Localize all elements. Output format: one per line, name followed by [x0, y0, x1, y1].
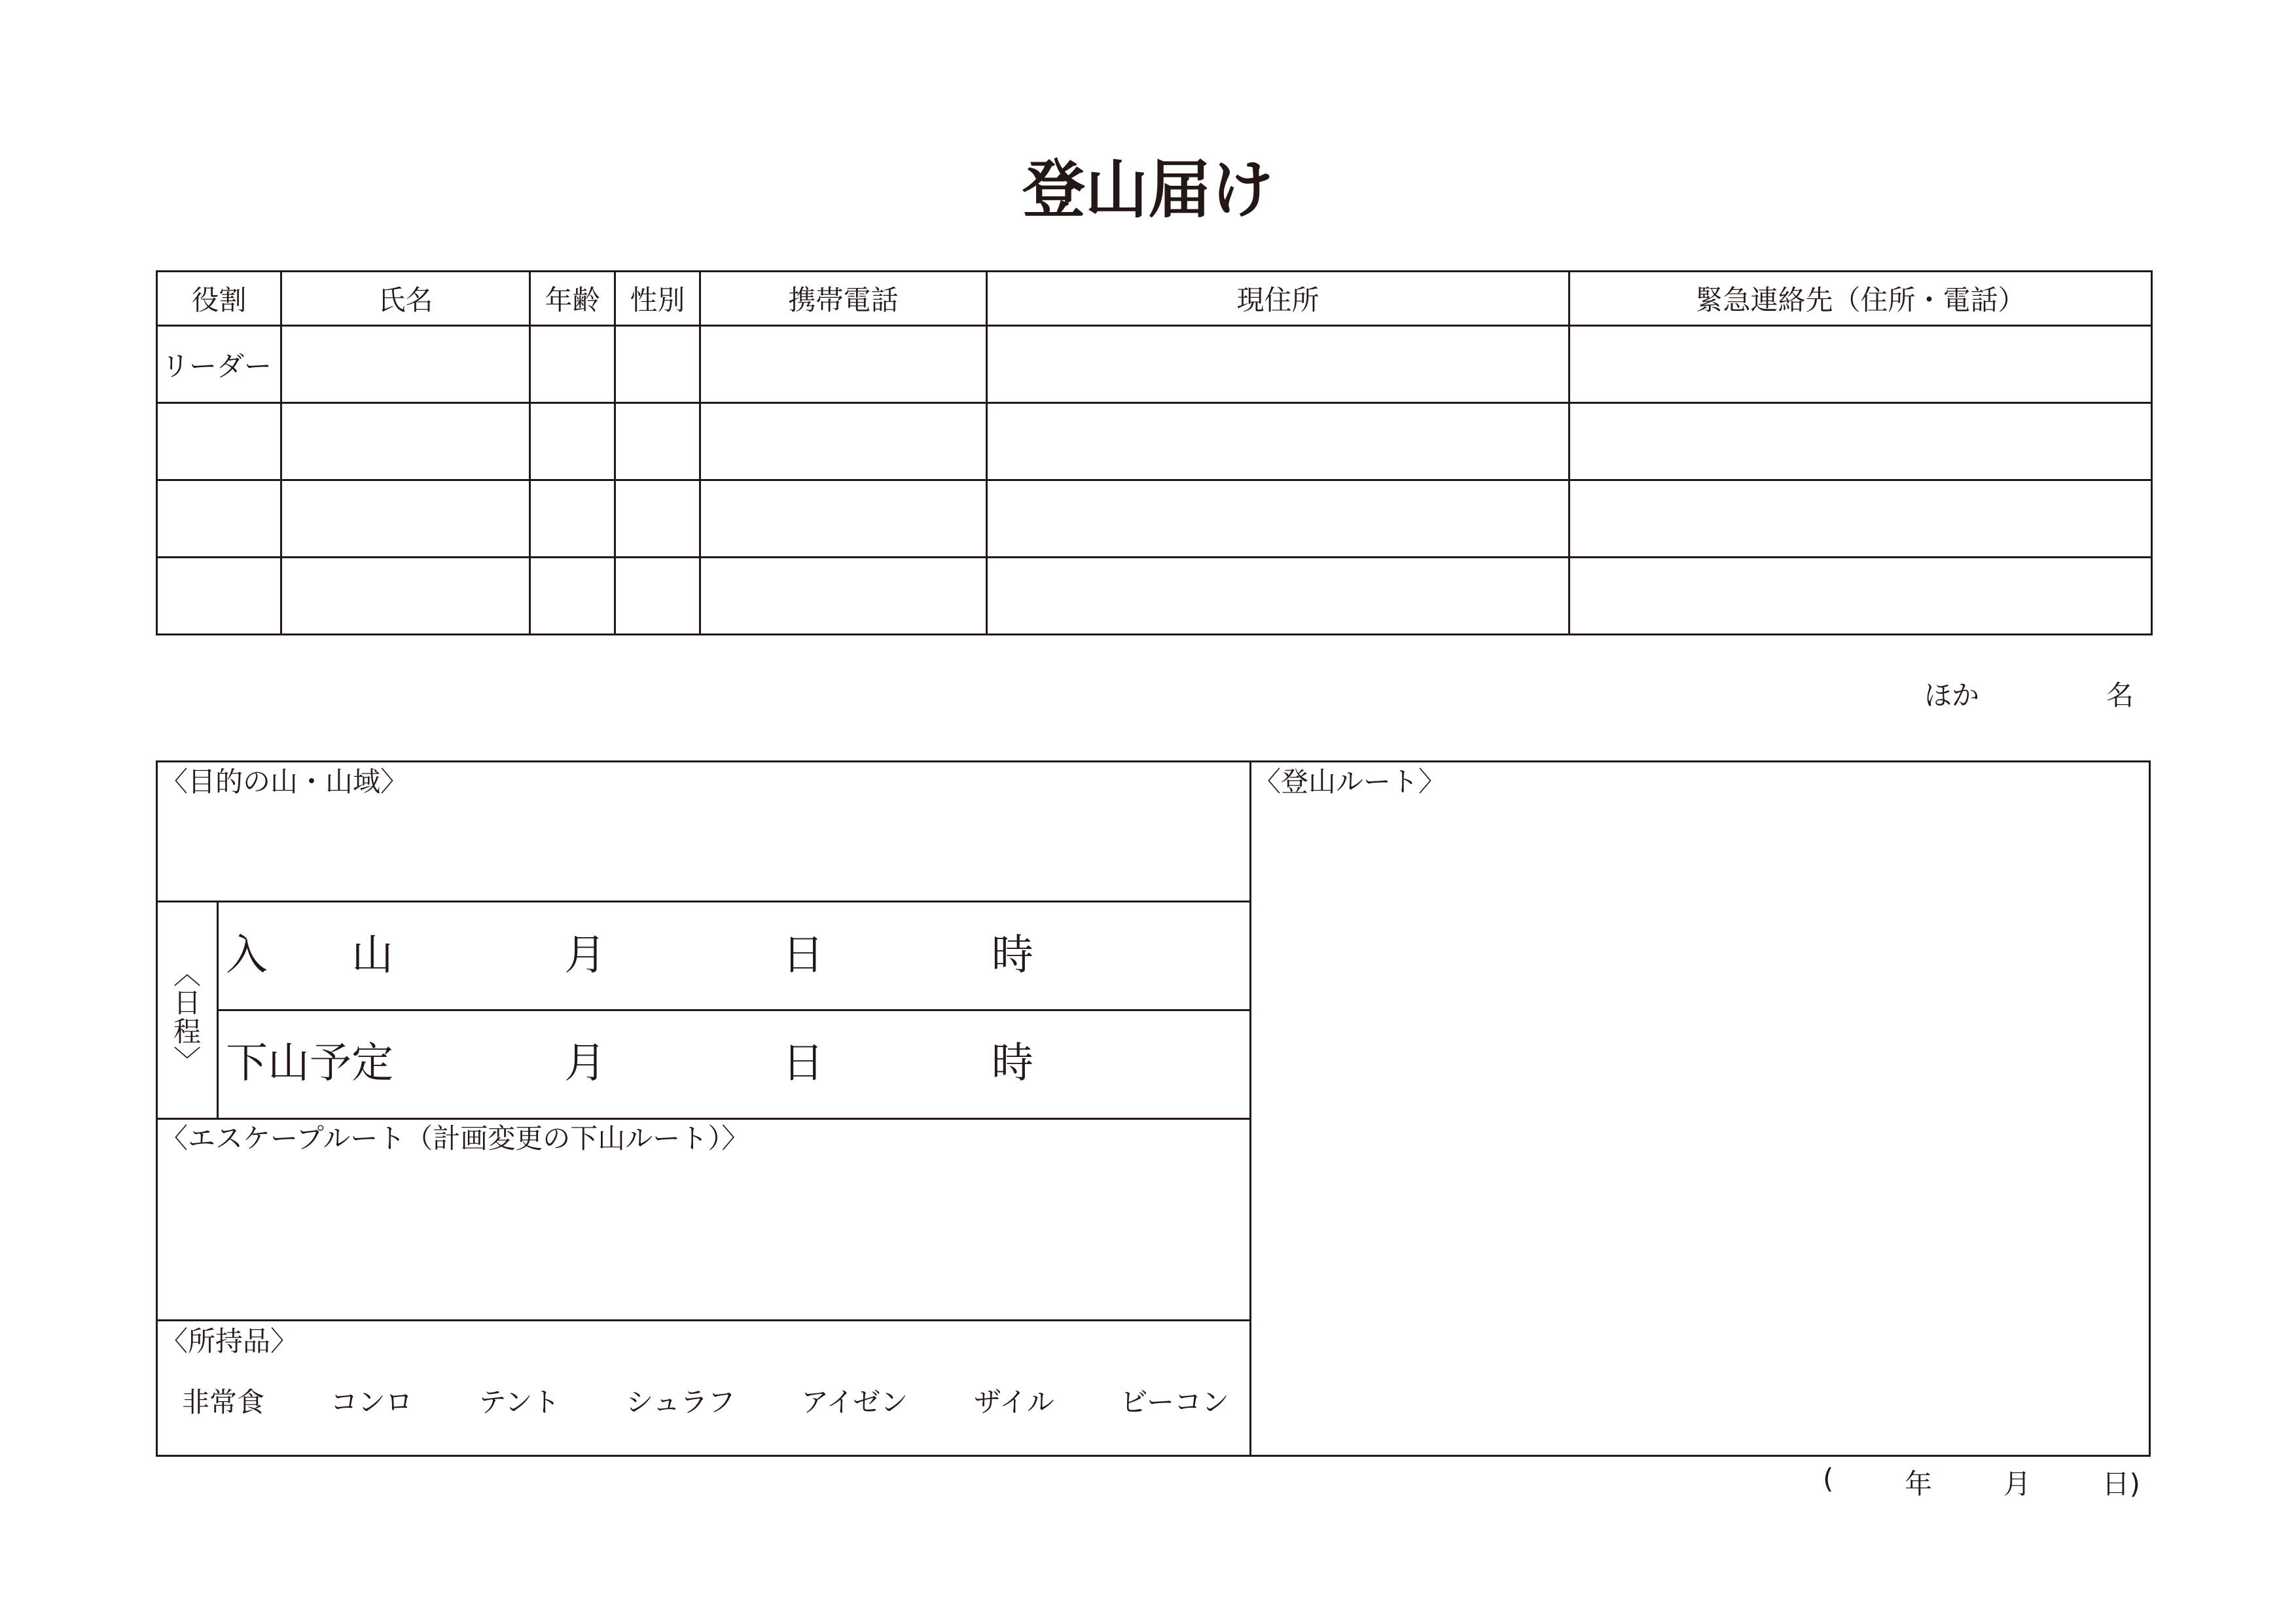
schedule-label-divider: [217, 901, 219, 1120]
mobile-cell[interactable]: [700, 480, 987, 558]
enter-hour-label[interactable]: 時: [992, 931, 1033, 980]
gender-cell[interactable]: [615, 558, 700, 635]
gender-cell[interactable]: [615, 326, 700, 403]
exit-mountain-label: 下山予定: [226, 1039, 393, 1088]
age-cell[interactable]: [530, 558, 615, 635]
header-emergency-contact: 緊急連絡先（住所・電話）: [1570, 272, 2152, 326]
role-cell[interactable]: [157, 403, 281, 480]
name-cell[interactable]: [281, 480, 530, 558]
table-row: [157, 403, 2152, 480]
address-cell[interactable]: [987, 326, 1570, 403]
mobile-cell[interactable]: [700, 326, 987, 403]
date-year-label: 年: [1905, 1468, 1933, 1500]
members-table: [156, 270, 2153, 635]
enter-mountain-label: 入 山: [226, 931, 393, 980]
role-cell[interactable]: リーダー: [157, 326, 281, 403]
date-month-label: 月: [2003, 1468, 2031, 1500]
emergency-contact-cell[interactable]: [1570, 558, 2152, 635]
age-cell[interactable]: [530, 326, 615, 403]
emergency-contact-cell[interactable]: [1570, 326, 2152, 403]
escape-divider: [156, 1319, 1251, 1321]
header-address: 現住所: [987, 272, 1570, 326]
members-header-row: [157, 272, 2152, 326]
destination-field[interactable]: [160, 802, 1244, 897]
escape-route-field[interactable]: [160, 1158, 1244, 1315]
exit-hour-label[interactable]: 時: [992, 1039, 1033, 1088]
age-cell[interactable]: [530, 403, 615, 480]
role-cell[interactable]: [157, 480, 281, 558]
column-divider: [1249, 760, 1251, 1457]
emergency-contact-cell[interactable]: [1570, 403, 2152, 480]
header-name: 氏名: [281, 272, 530, 326]
belonging-item[interactable]: シュラフ: [626, 1386, 736, 1418]
date-day-label: 日): [2102, 1468, 2140, 1500]
route-field[interactable]: [1257, 802, 2144, 1450]
role-cell[interactable]: [157, 558, 281, 635]
header-role: 役割: [157, 272, 281, 326]
age-cell[interactable]: [530, 480, 615, 558]
address-cell[interactable]: [987, 558, 1570, 635]
address-cell[interactable]: [987, 480, 1570, 558]
others-prefix: ほか: [1924, 679, 1980, 711]
mobile-cell[interactable]: [700, 403, 987, 480]
destination-label: 〈目的の山・山域〉: [160, 766, 408, 798]
exit-day-label[interactable]: 日: [782, 1039, 824, 1088]
name-cell[interactable]: [281, 558, 530, 635]
schedule-divider: [156, 1118, 1251, 1120]
table-row: [157, 558, 2152, 635]
belonging-item[interactable]: テント: [478, 1386, 560, 1418]
mobile-cell[interactable]: [700, 558, 987, 635]
destination-divider: [156, 901, 1251, 902]
header-mobile: 携帯電話: [700, 272, 987, 326]
enter-month-label[interactable]: 月: [564, 931, 606, 980]
submission-date[interactable]: [1823, 1463, 2140, 1502]
exit-month-label[interactable]: 月: [564, 1039, 606, 1088]
belonging-item[interactable]: ザイル: [973, 1386, 1054, 1418]
header-age: 年齢: [530, 272, 615, 326]
date-open-paren: (: [1823, 1463, 1834, 1495]
gender-cell[interactable]: [615, 480, 700, 558]
belongings-list: [182, 1381, 1229, 1420]
header-gender: 性別: [615, 272, 700, 326]
form-title: 登山届け: [1022, 153, 1274, 226]
schedule-row-divider: [217, 1009, 1251, 1011]
address-cell[interactable]: [987, 403, 1570, 480]
name-cell[interactable]: [281, 403, 530, 480]
name-cell[interactable]: [281, 326, 530, 403]
table-row: [157, 326, 2152, 403]
table-row: [157, 480, 2152, 558]
belonging-item[interactable]: アイゼン: [801, 1386, 908, 1418]
belongings-label: 〈所持品〉: [160, 1325, 298, 1357]
belonging-item[interactable]: コンロ: [330, 1386, 413, 1418]
belonging-item[interactable]: 非常食: [182, 1386, 265, 1418]
schedule-label: 〈日程〉: [170, 959, 202, 1075]
route-label: 〈登山ルート〉: [1253, 766, 1446, 798]
gender-cell[interactable]: [615, 403, 700, 480]
escape-route-label: 〈エスケープルート（計画変更の下山ルート）〉: [160, 1122, 749, 1154]
emergency-contact-cell[interactable]: [1570, 480, 2152, 558]
enter-day-label[interactable]: 日: [782, 931, 824, 980]
belonging-item[interactable]: ビーコン: [1120, 1386, 1229, 1418]
others-suffix: 名: [2106, 679, 2134, 711]
others-count[interactable]: [1924, 674, 2134, 713]
